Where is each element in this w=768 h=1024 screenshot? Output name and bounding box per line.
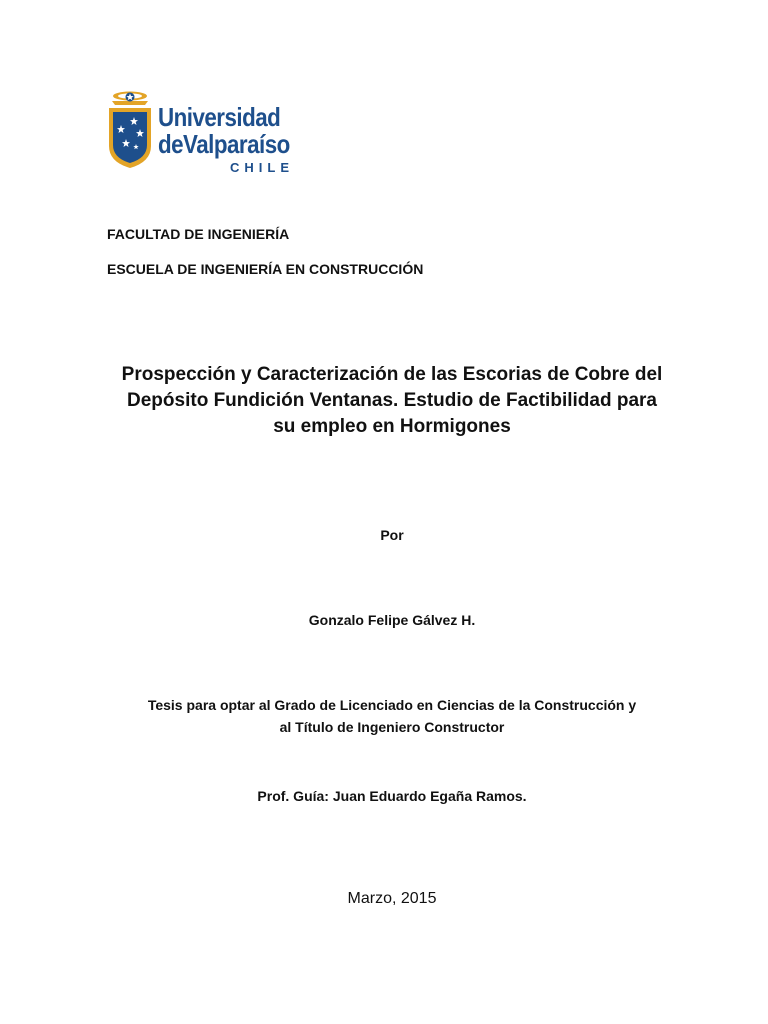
author-name: Gonzalo Felipe Gálvez H. bbox=[308, 612, 476, 628]
school-name: ESCUELA DE INGENIERÍA EN CONSTRUCCIÓN bbox=[107, 261, 424, 277]
logo-wordmark-country: CHILE bbox=[230, 160, 294, 175]
degree-statement bbox=[60, 694, 724, 738]
university-crest-icon bbox=[106, 88, 154, 170]
by-label: Por bbox=[380, 527, 404, 543]
degree-statement-line: Tesis para optar al Grado de Licenciado en Ciencias de la Construcción y bbox=[147, 697, 637, 713]
degree-statement-line: al Título de Ingeniero Constructor bbox=[279, 719, 505, 735]
logo-wordmark-line1: Universidad bbox=[158, 102, 281, 132]
university-logo bbox=[106, 88, 296, 180]
logo-wordmark-line2: deValparaíso bbox=[158, 129, 290, 159]
faculty-name: FACULTAD DE INGENIERÍA bbox=[107, 226, 290, 242]
thesis-title-line: Depósito Fundición Ventanas. Estudio de Factibilidad para bbox=[127, 390, 657, 411]
thesis-title-line: Prospección y Caracterización de las Escorias de Cobre del bbox=[121, 364, 663, 385]
advisor-name: Prof. Guía: Juan Eduardo Egaña Ramos. bbox=[257, 788, 527, 804]
thesis-title bbox=[60, 362, 724, 440]
thesis-title-line: su empleo en Hormigones bbox=[273, 416, 511, 437]
submission-date: Marzo, 2015 bbox=[347, 890, 437, 907]
